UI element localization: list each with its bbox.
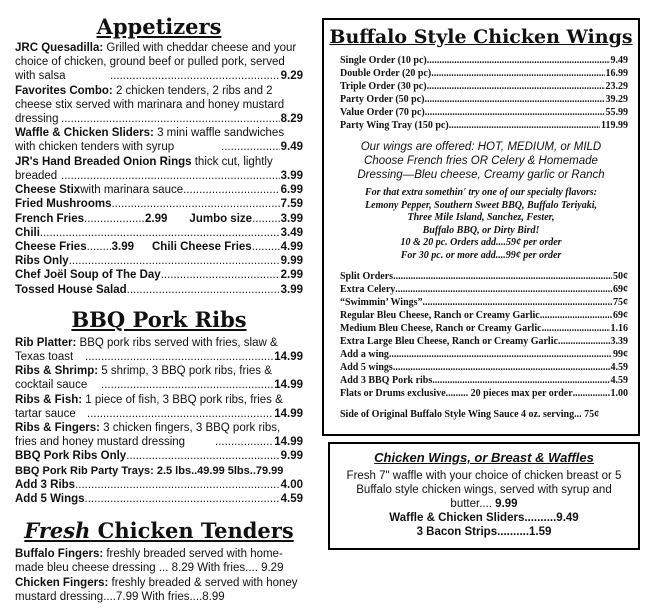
menu-item-house-salad: Tossed House Salad ..... 3.99	[15, 283, 303, 297]
wing-order-row-price: 55.99	[605, 107, 628, 118]
leader-dots	[423, 296, 612, 309]
wing-extra-row-name: Flats or Drums exclusive......... 20 pieces max per order	[340, 388, 573, 399]
wing-extras-list	[324, 270, 638, 400]
wing-extra-row-name: Extra Celery	[340, 284, 396, 295]
wing-order-row	[324, 80, 638, 93]
wing-order-row-price: 23.29	[605, 81, 628, 92]
menu-item-rib-platter: Rib Platter: BBQ pork ribs served with fries, slaw & Texas toast	[15, 336, 278, 363]
bbq-title: BBQ Pork Ribs	[71, 306, 247, 332]
menu-item-favorites-combo: Favorites Combo: 2 chicken tenders, 2 ribs and 2 cheese stix served with marinara and honey mustard dressing	[15, 84, 285, 126]
wing-order-row	[324, 93, 638, 106]
leader-dots	[432, 374, 609, 387]
waffles-body	[330, 465, 638, 539]
wings-box	[322, 18, 640, 436]
price-row: ..... 9.29	[15, 69, 303, 83]
wing-extra-row-name: “Swimmin’ Wings”	[340, 297, 423, 308]
wing-order-row-name: Double Order (20 pc)	[340, 68, 432, 79]
wing-extra-row	[324, 361, 638, 374]
wing-order-row	[324, 67, 638, 80]
wing-extra-row-price: 50¢	[613, 271, 628, 282]
flavors-line: Lemony Pepper, Southern Sweet BBQ, Buffalo Teriyaki,	[365, 199, 597, 211]
leader-dots	[393, 270, 612, 283]
menu-item-cheese-fries: Cheese Fries ..... 3.99 Chili Cheese Fries ..... 4.99	[15, 240, 303, 254]
wing-extra-row-price: 1.00	[610, 388, 628, 399]
wing-order-row-name: Single Order (10 pc)	[340, 55, 427, 66]
leader-dots	[449, 119, 600, 132]
leader-dots	[540, 309, 612, 322]
offered-line: Dressing—Bleu cheese, Creamy garlic or Ranch	[357, 169, 605, 181]
flavors-line: For that extra somethin' try one of our specialty flavors:	[365, 187, 597, 198]
wing-extra-row-name: Medium Bleu Cheese, Ranch or Creamy Garlic	[340, 323, 542, 334]
left-column	[15, 14, 303, 604]
wing-extra-row-price: 4.59	[610, 362, 628, 373]
menu-item-party-trays: BBQ Pork Rib Party Trays: 2.5 lbs..49.99 5lbs..79.99	[15, 464, 284, 477]
flavors-line: Buffalo BBQ, or Dirty Bird!	[422, 224, 540, 236]
price-row: ..... 9.49	[15, 140, 303, 154]
wing-orders-list	[324, 54, 638, 132]
menu-item-ribs-fish: Ribs & Fish: 1 piece of fish, 3 BBQ pork ribs, fries & tartar sauce	[15, 393, 283, 420]
leader-dots	[395, 283, 612, 296]
leader-dots	[558, 335, 610, 348]
offered-line: Choose French fries OR Celery & Homemade	[364, 155, 598, 167]
wing-extra-row	[324, 309, 638, 322]
waffles-sliders: Waffle & Chicken Sliders..........9.49	[389, 512, 579, 524]
leader-dots	[573, 387, 610, 400]
wing-order-row-price: 119.99	[601, 120, 628, 131]
waffles-desc: Fresh 7" waffle with your choice of chicken breast or 5 Buffalo style chicken wings, served with syrup and butter....	[346, 470, 622, 510]
wing-extra-row-price: 69¢	[613, 310, 628, 321]
menu-item-fried-mushrooms: Fried Mushrooms ..... 7.59	[15, 197, 303, 211]
menu-item-chicken-fingers: Chicken Fingers: freshly breaded & served with honey mustard dressing....7.99 With fries....8.99	[15, 576, 298, 603]
flavors-line: Three Mile Island, Sanchez, Fester,	[407, 212, 555, 223]
wing-extra-row	[324, 348, 638, 361]
menu-item-jrc-quesadilla: JRC Quesadilla: Grilled with cheddar cheese and your choice of chicken, ground beef or pulled pork, served with salsa	[15, 42, 297, 83]
leader-dots	[425, 106, 605, 119]
offered-line: Our wings are offered: HOT, MEDIUM, or MILD	[360, 141, 602, 153]
wing-extra-row	[324, 335, 638, 348]
wing-order-row-name: Party Order (50 pc)	[340, 94, 425, 105]
price-row: ..... 3.99	[15, 169, 303, 183]
tenders-title: Fresh Chicken Tenders	[24, 518, 294, 544]
menu-item-soup: Chef Joël Soup of The Day ..... 2.99	[15, 268, 303, 282]
wing-order-row-price: 9.49	[610, 55, 628, 66]
wing-extra-row	[324, 270, 638, 283]
leader-dots	[542, 322, 610, 335]
wings-title: Buffalo Style Chicken Wings	[329, 26, 633, 48]
wing-order-row	[324, 106, 638, 119]
menu-item-cheese-stix: Cheese Stix with marinara sauce ..... 6.99	[15, 183, 303, 197]
leader-dots	[427, 80, 605, 93]
wing-extra-row-name: Regular Bleu Cheese, Ranch or Creamy Garlic	[340, 310, 540, 321]
wings-offered	[324, 140, 638, 182]
menu-item-buffalo-fingers: Buffalo Fingers: freshly breaded served with home-made bleu cheese dressing ... 8.29 With fries.... 9.29	[15, 548, 284, 575]
wing-sauce-side: Side of Original Buffalo Style Wing Sauce 4 oz. serving... 75¢	[340, 409, 600, 420]
price-row: ..... 14.99	[15, 350, 303, 364]
menu-item-waffle-sliders: Waffle & Chicken Sliders: 3 mini waffle sandwiches with chicken tenders with syrup	[15, 127, 285, 154]
price-row: ..... 14.99	[15, 378, 303, 392]
wing-extra-row	[324, 296, 638, 309]
wing-extra-row-price: 69¢	[613, 284, 628, 295]
waffles-title: Chicken Wings, or Breast & Waffles	[374, 450, 594, 465]
leader-dots	[393, 361, 610, 374]
price-row: ..... 8.29	[15, 112, 303, 126]
wing-order-row	[324, 119, 638, 132]
wing-order-row	[324, 54, 638, 67]
menu-item-add-5-wings: Add 5 Wings ..... 4.59	[15, 492, 303, 506]
wing-extra-row-name: Extra Large Bleu Cheese, Ranch or Creamy Garlic	[340, 336, 558, 347]
menu-item-french-fries: French Fries ..... 2.99 Jumbo size ..... 3.99	[15, 212, 303, 226]
waffles-box	[328, 442, 640, 550]
wings-flavors	[324, 187, 638, 262]
wing-extra-row-name: Add 5 wings	[340, 362, 393, 373]
wing-extra-row	[324, 387, 638, 400]
leader-dots	[427, 54, 610, 67]
menu-item-onion-rings: JR's Hand Breaded Onion Rings thick cut, lightly breaded	[15, 155, 273, 182]
waffles-bacon: 3 Bacon Strips..........1.59	[416, 526, 552, 538]
flavors-line: 10 & 20 pc. Orders add....59¢ per order	[400, 237, 562, 248]
wing-extra-row-price: 1.16	[610, 323, 628, 334]
menu-item-bbq-ribs-only: BBQ Pork Ribs Only ..... 9.99	[15, 449, 303, 463]
wing-extra-row	[324, 322, 638, 335]
appetizers-title: Appetizers	[96, 14, 222, 39]
wing-extra-row	[324, 283, 638, 296]
wing-extra-row-price: 75¢	[613, 297, 628, 308]
wing-order-row-name: Party Wing Tray (150 pc)	[340, 120, 449, 131]
menu-item-add-3-ribs: Add 3 Ribs ..... 4.00	[15, 478, 303, 492]
menu-item-ribs-only: Ribs Only ..... 9.99	[15, 254, 303, 268]
flavors-line: For 30 pc. or more add....99¢ per order	[400, 249, 562, 261]
menu-item-ribs-shrimp: Ribs & Shrimp: 5 shrimp, 3 BBQ pork ribs, fries & cocktail sauce	[15, 365, 272, 392]
leader-dots	[425, 93, 605, 106]
wing-extra-row-name: Add 3 BBQ Pork ribs	[340, 375, 433, 386]
wing-extra-row	[324, 374, 638, 387]
wing-extra-row-price: 3.39	[610, 336, 628, 347]
wing-extra-row-name: Split Orders	[340, 271, 394, 282]
wing-order-row-name: Value Order (70 pc)	[340, 107, 425, 118]
wing-extra-row-price: 4.59	[610, 375, 628, 386]
menu-item-ribs-fingers: Ribs & Fingers: 3 chicken fingers, 3 BBQ pork ribs, fries and honey mustard dressing	[15, 421, 281, 449]
leader-dots	[431, 67, 604, 80]
wing-extra-row-name: Add a wing	[340, 349, 389, 360]
wing-order-row-price: 16.99	[605, 68, 628, 79]
waffles-desc-price: 9.99	[495, 498, 518, 510]
leader-dots	[389, 348, 612, 361]
wing-order-row-name: Triple Order (30 pc)	[340, 81, 427, 92]
price-row: ..... 14.99	[15, 435, 303, 449]
wing-extra-row-price: 99¢	[613, 349, 628, 360]
menu-item-chili: Chili ..... 3.49	[15, 226, 303, 240]
price-row: ..... 14.99	[15, 407, 303, 421]
wing-order-row-price: 39.29	[605, 94, 628, 105]
